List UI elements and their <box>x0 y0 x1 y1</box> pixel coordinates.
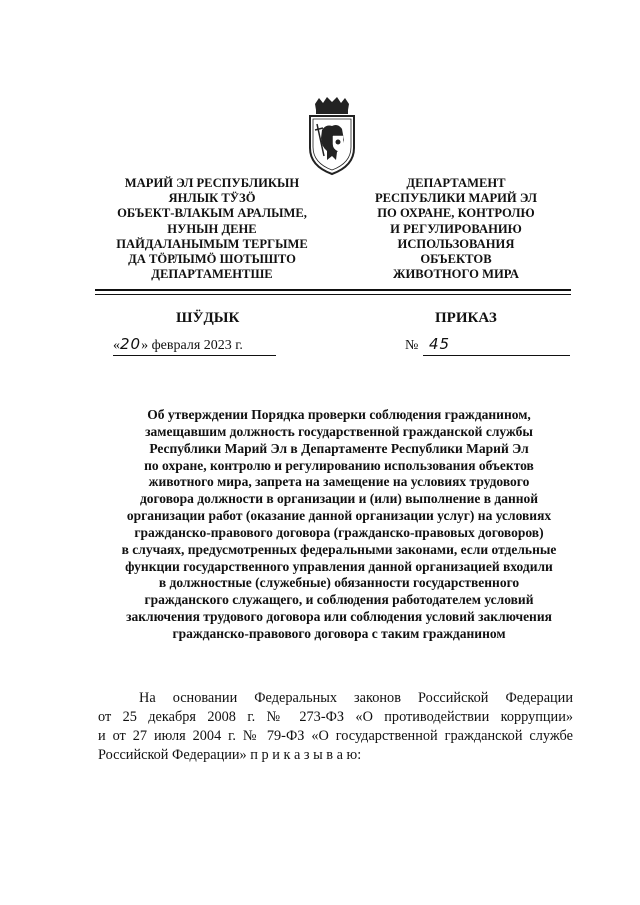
title-line: в случаях, предусмотренных федеральными законами, если отдельные <box>121 541 557 557</box>
header-left-line: ПАЙДАЛАНЫМЫМ ТЕРГЫМЕ <box>116 236 308 251</box>
title-line: договора должности в организации и (или) выполнение в данной <box>139 491 539 507</box>
body-line: Российской Федерации» п р и к а з ы в а ю: <box>98 747 362 763</box>
title-line: функции государственного управления данной организацией входили <box>125 558 553 574</box>
header-right-line: И РЕГУЛИРОВАНИЮ <box>390 221 522 236</box>
header-right-line: ДЕПАРТАМЕНТ <box>406 176 506 190</box>
doc-type-mari: ШӰДЫК <box>176 310 240 326</box>
header-right-line: РЕСПУБЛИКИ МАРИЙ ЭЛ <box>374 191 538 206</box>
body-line: На основании Федеральных законов Российской Федерации <box>139 690 573 706</box>
header-divider-thick <box>95 289 571 291</box>
coat-of-arms-icon <box>302 96 362 176</box>
number-label: № <box>405 338 419 353</box>
body-line: и от 27 июля 2004 г. № 79-ФЗ «О государственной гражданской службе <box>98 728 573 744</box>
date-day-handwritten: 20 <box>120 335 142 353</box>
header-left-line: ЯНЛЫК ТӰЗӦ <box>168 191 256 206</box>
doc-type-russian: ПРИКАЗ <box>435 310 497 326</box>
header-right-line: ЖИВОТНОГО МИРА <box>393 267 519 282</box>
header-left-line: МАРИЙ ЭЛ РЕСПУБЛИКЫН <box>124 176 300 190</box>
title-line: по охране, контролю и регулированию использования объектов <box>144 457 534 473</box>
header-right-block <box>352 176 560 282</box>
title-line: замещавшим должность государственной гражданской службы <box>145 423 533 439</box>
header-right-line: ПО ОХРАНЕ, КОНТРОЛЮ <box>377 206 535 221</box>
title-line: животного мира, запрета на замещение на условиях трудового <box>148 474 530 490</box>
title-line: Республики Марий Эл в Департаменте Республики Марий Эл <box>149 440 529 456</box>
title-line: заключения трудового договора или соблюдения условий заключения <box>126 609 552 625</box>
title-line: организации работ (оказание данной организации услуг) на условиях <box>126 508 552 524</box>
title-line: гражданско-правового договора с таким гражданином <box>172 625 506 641</box>
body-paragraph <box>98 689 573 765</box>
number-value-handwritten: 45 <box>429 335 451 353</box>
header-left-line: ДА ТӦРЛЫМӦ ШОТЫШТО <box>128 252 296 267</box>
title-line: гражданско-правового договора (гражданско-правовых договоров) <box>134 524 544 540</box>
body-line: от 25 декабря 2008 г. № 273-ФЗ «О противодействии коррупции» <box>98 709 573 725</box>
header-right-line: ИСПОЛЬЗОВАНИЯ <box>397 236 515 251</box>
number-field <box>423 335 570 356</box>
header-left-line: ДЕПАРТАМЕНТШЕ <box>151 267 273 282</box>
order-title <box>94 407 584 643</box>
header-left-line: НУНЫН ДЕНЕ <box>167 221 257 236</box>
title-line: гражданского служащего, и соблюдения работодателем условий <box>144 592 534 608</box>
header-divider-thin <box>95 294 571 295</box>
header-left-block <box>92 176 332 282</box>
date-field <box>113 335 276 356</box>
date-rest: » февраля 2023 г. <box>141 338 243 353</box>
header-left-line: ОБЪЕКТ-ВЛАКЫМ АРАЛЫМЕ, <box>117 206 307 221</box>
header-right-line: ОБЪЕКТОВ <box>420 252 492 267</box>
title-line: Об утверждении Порядка проверки соблюдения гражданином, <box>147 407 531 422</box>
title-line: в должностные (служебные) обязанности государственного <box>158 575 520 591</box>
date-open-quote: « <box>113 338 120 353</box>
